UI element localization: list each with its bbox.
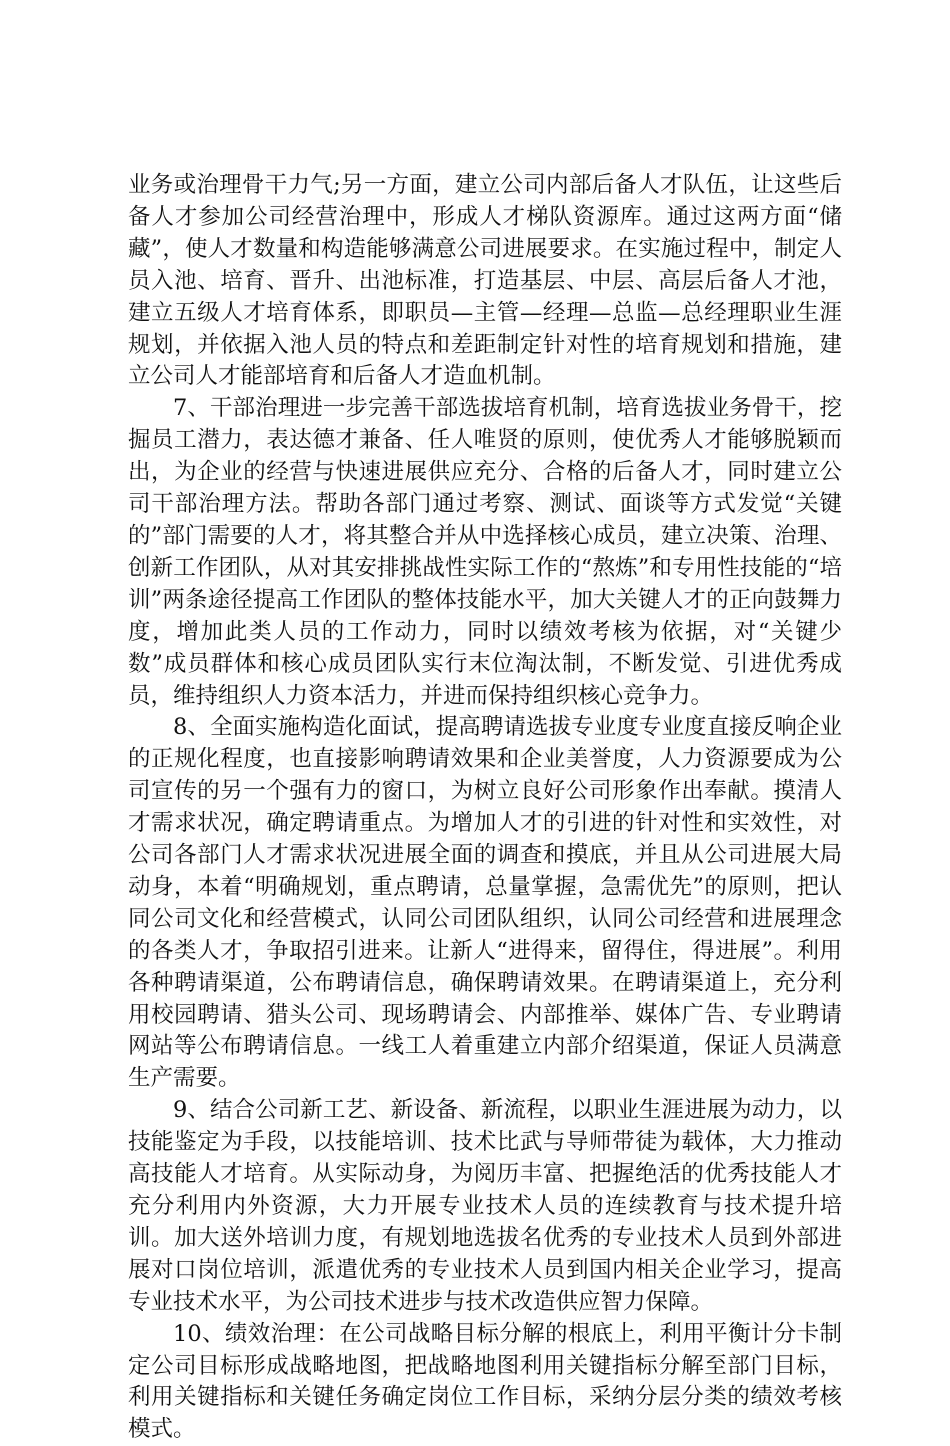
paragraph-item-7-cadre-management: 7、干部治理进一步完善干部选拔培育机制，培育选拔业务骨干，挖掘员工潜力，表达德才兼备、任人唯贤的原则，使优秀人才能够脱颖而出，为企业的经营与快速进展供应充分、合格的后备人才，同时建立公司干部治理方法。帮助各部门通过考察、测试、面谈等方式发觉“关键的”部门需要的人才，将其整合并从中选择核心成员，建立决策、治理、创新工作团队，从对其安排挑战性实际工作的“熬炼”和专用性技能的“培训”两条途径提高工作团队的整体技能水平，加大关键人才的正向鼓舞力度，增加此类人员的工作动力，同时以绩效考核为依据，对“关键少数”成员群体和核心成员团队实行末位淘汰制，不断发觉、引进优秀成员，维持组织人力资本活力，并进而保持组织核心竞争力。 — [128, 395, 842, 709]
document-page — [128, 170, 842, 1446]
paragraph-item-8-structured-interview: 8、全面实施构造化面试，提高聘请选拔专业度专业度直接反响企业的正规化程度，也直接影响聘请效果和企业美誉度，人力资源要成为公司宣传的另一个强有力的窗口，为树立良好公司形象作出奉献。摸清人才需求状况，确定聘请重点。为增加人才的引进的针对性和实效性，对公司各部门人才需求状况进展全面的调查和摸底，并且从公司进展大局动身，本着“明确规划，重点聘请，总量掌握，急需优先”的原则，把认同公司文化和经营模式，认同公司团队组织，认同公司经营和进展理念的各类人才，争取招引进来。让新人“进得来，留得住，得进展”。利用各种聘请渠道，公布聘请信息，确保聘请效果。在聘请渠道上，充分利用校园聘请、猎头公司、现场聘请会、内部推举、媒体广告、专业聘请网站等公布聘请信息。一线工人着重建立内部介绍渠道，保证人员满意生产需要。 — [128, 714, 842, 1092]
paragraph-continuation: 业务或治理骨干力气;另一方面，建立公司内部后备人才队伍，让这些后备人才参加公司经营治理中，形成人才梯队资源库。通过这两方面“储藏”，使人才数量和构造能够满意公司进展要求。在实施过程中，制定人员入池、培育、晋升、出池标准，打造基层、中层、高层后备人才池，建立五级人才培育体系，即职员—主管—经理—总监—总经理职业生涯规划，并依据入池人员的特点和差距制定针对性的培育规划和措施，建立公司人才能部培育和后备人才造血机制。 — [128, 172, 842, 390]
paragraph-item-10-performance-management: 10、绩效治理：在公司战略目标分解的根底上，利用平衡计分卡制定公司目标形成战略地图，把战略地图利用关键指标分解至部门目标，利用关键指标和关键任务确定岗位工作目标，采纳分层分类的绩效考核模式。 — [128, 1320, 842, 1443]
paragraph-item-9-skilled-talent: 9、结合公司新工艺、新设备、新流程，以职业生涯进展为动力，以技能鉴定为手段，以技能培训、技术比武与导师带徒为载体，大力推动高技能人才培育。从实际动身，为阅历丰富、把握绝活的优秀技能人才充分利用内外资源，大力开展专业技术人员的连续教育与技术提升培训。加大送外培训力度，有规划地选拔名优秀的专业技术人员到外部进展对口岗位培训，派遣优秀的专业技术人员到国内相关企业学习，提高专业技术水平，为公司技术进步与技术改造供应智力保障。 — [128, 1097, 842, 1315]
